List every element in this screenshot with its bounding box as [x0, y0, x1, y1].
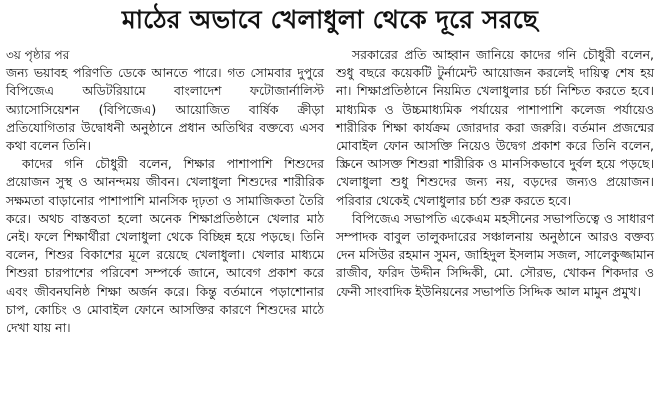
headline-block	[0, 0, 660, 38]
paragraph: বিপিজেএ সভাপতি একেএম মহসীনের সভাপতিত্বে ও সাধারণ সম্পাদক বাবুল তালুকদারের সঞ্চালনায় অনুষ্ঠানে আরও বক্তব্য দেন মসিউর রহমান সুমন, জাহিদুল ইসলাম সজল, সালেকুজ্জামান রাজীব, ফরিদ উদ্দীন সিদ্দিকী, মো. সৌরভ, খোকন শিকদার ও ফেনী সাংবাদিক ইউনিয়নের সভাপতি সিদ্দিক আল মামুন প্রমুখ।	[336, 210, 654, 299]
paragraph: কাদের গনি চৌধুরী বলেন, শিক্ষার পাশাপাশি শিশুদের প্রয়োজন সুস্থ ও আনন্দময় জীবন। খেলাধুলা শিশুদের শারীরিক সক্ষমতা বাড়ানোর পাশাপাশি মানসিক দৃঢ়তা ও সামাজিকতা তৈরি করে। অথচ বাস্তবতা হলো অনেক শিক্ষাপ্রতিষ্ঠানে খেলার মাঠ নেই। ফলে শিক্ষার্থীরা খেলাধুলা থেকে বিচ্ছিন্ন হয়ে পড়ছে। তিনি বলেন, শিশুর বিকাশের মূলে রয়েছে খেলাধুলা। খেলার মাধ্যমে শিশুরা চারপাশের পরিবেশ সম্পর্কে জানে, আবেগ প্রকাশ করে এবং জীবনঘনিষ্ঠ শিক্ষা অর্জন করে। কিন্তু বর্তমানে পড়াশোনার চাপ, কোচিং ও মোবাইল ফোনে আসক্তির কারণে শিশুদের মাঠে দেখা যায় না।	[6, 156, 324, 336]
paragraph: জন্য ভয়াবহ পরিণতি ডেকে আনতে পারে। গত সোমবার দুপুরে বিপিজেএ অডিটরিয়ামে বাংলাদেশ ফটোজার্নালিস্ট অ্যাসোসিয়েশন (বিপিজেএ) আয়োজিত বার্ষিক ক্রীড়া প্রতিযোগিতার উদ্বোধনী অনুষ্ঠানে প্রধান অতিথির বক্তব্যে এসব কথা বলেন তিনি।	[6, 65, 324, 154]
right-column	[336, 46, 654, 301]
article-headline: মাঠের অভাবে খেলাধুলা থেকে দূরে সরছে	[121, 4, 539, 34]
left-column	[6, 46, 324, 337]
paragraph: সরকারের প্রতি আহ্বান জানিয়ে কাদের গনি চৌধুরী বলেন, শুধু বছরে কয়েকটি টুর্নামেন্ট আয়োজন করলেই দায়িত্ব শেষ হয় না। শিক্ষাপ্রতিষ্ঠানে নিয়মিত খেলাধুলার চর্চা নিশ্চিত করতে হবে। মাধ্যমিক ও উচ্চমাধ্যমিক পর্যায়ের পাশাপাশি কলেজ পর্যায়েও শারীরিক শিক্ষা কার্যক্রম জোরদার করা জরুরি। বর্তমান প্রজন্মের মোবাইল ফোন আসক্তি নিয়েও উদ্বেগ প্রকাশ করে তিনি বলেন, স্ক্রিনে আসক্ত শিশুরা শারীরিক ও মানসিকভাবে দুর্বল হয়ে পড়ছে। খেলাধুলা শুধু শিশুদের জন্য নয়, বড়দের জন্যও প্রয়োজন। পরিবার থেকেই খেলাধুলার চর্চা শুরু করতে হবে।	[336, 47, 654, 208]
continuation-kicker: ৩য় পৃষ্ঠার পর	[6, 48, 70, 62]
